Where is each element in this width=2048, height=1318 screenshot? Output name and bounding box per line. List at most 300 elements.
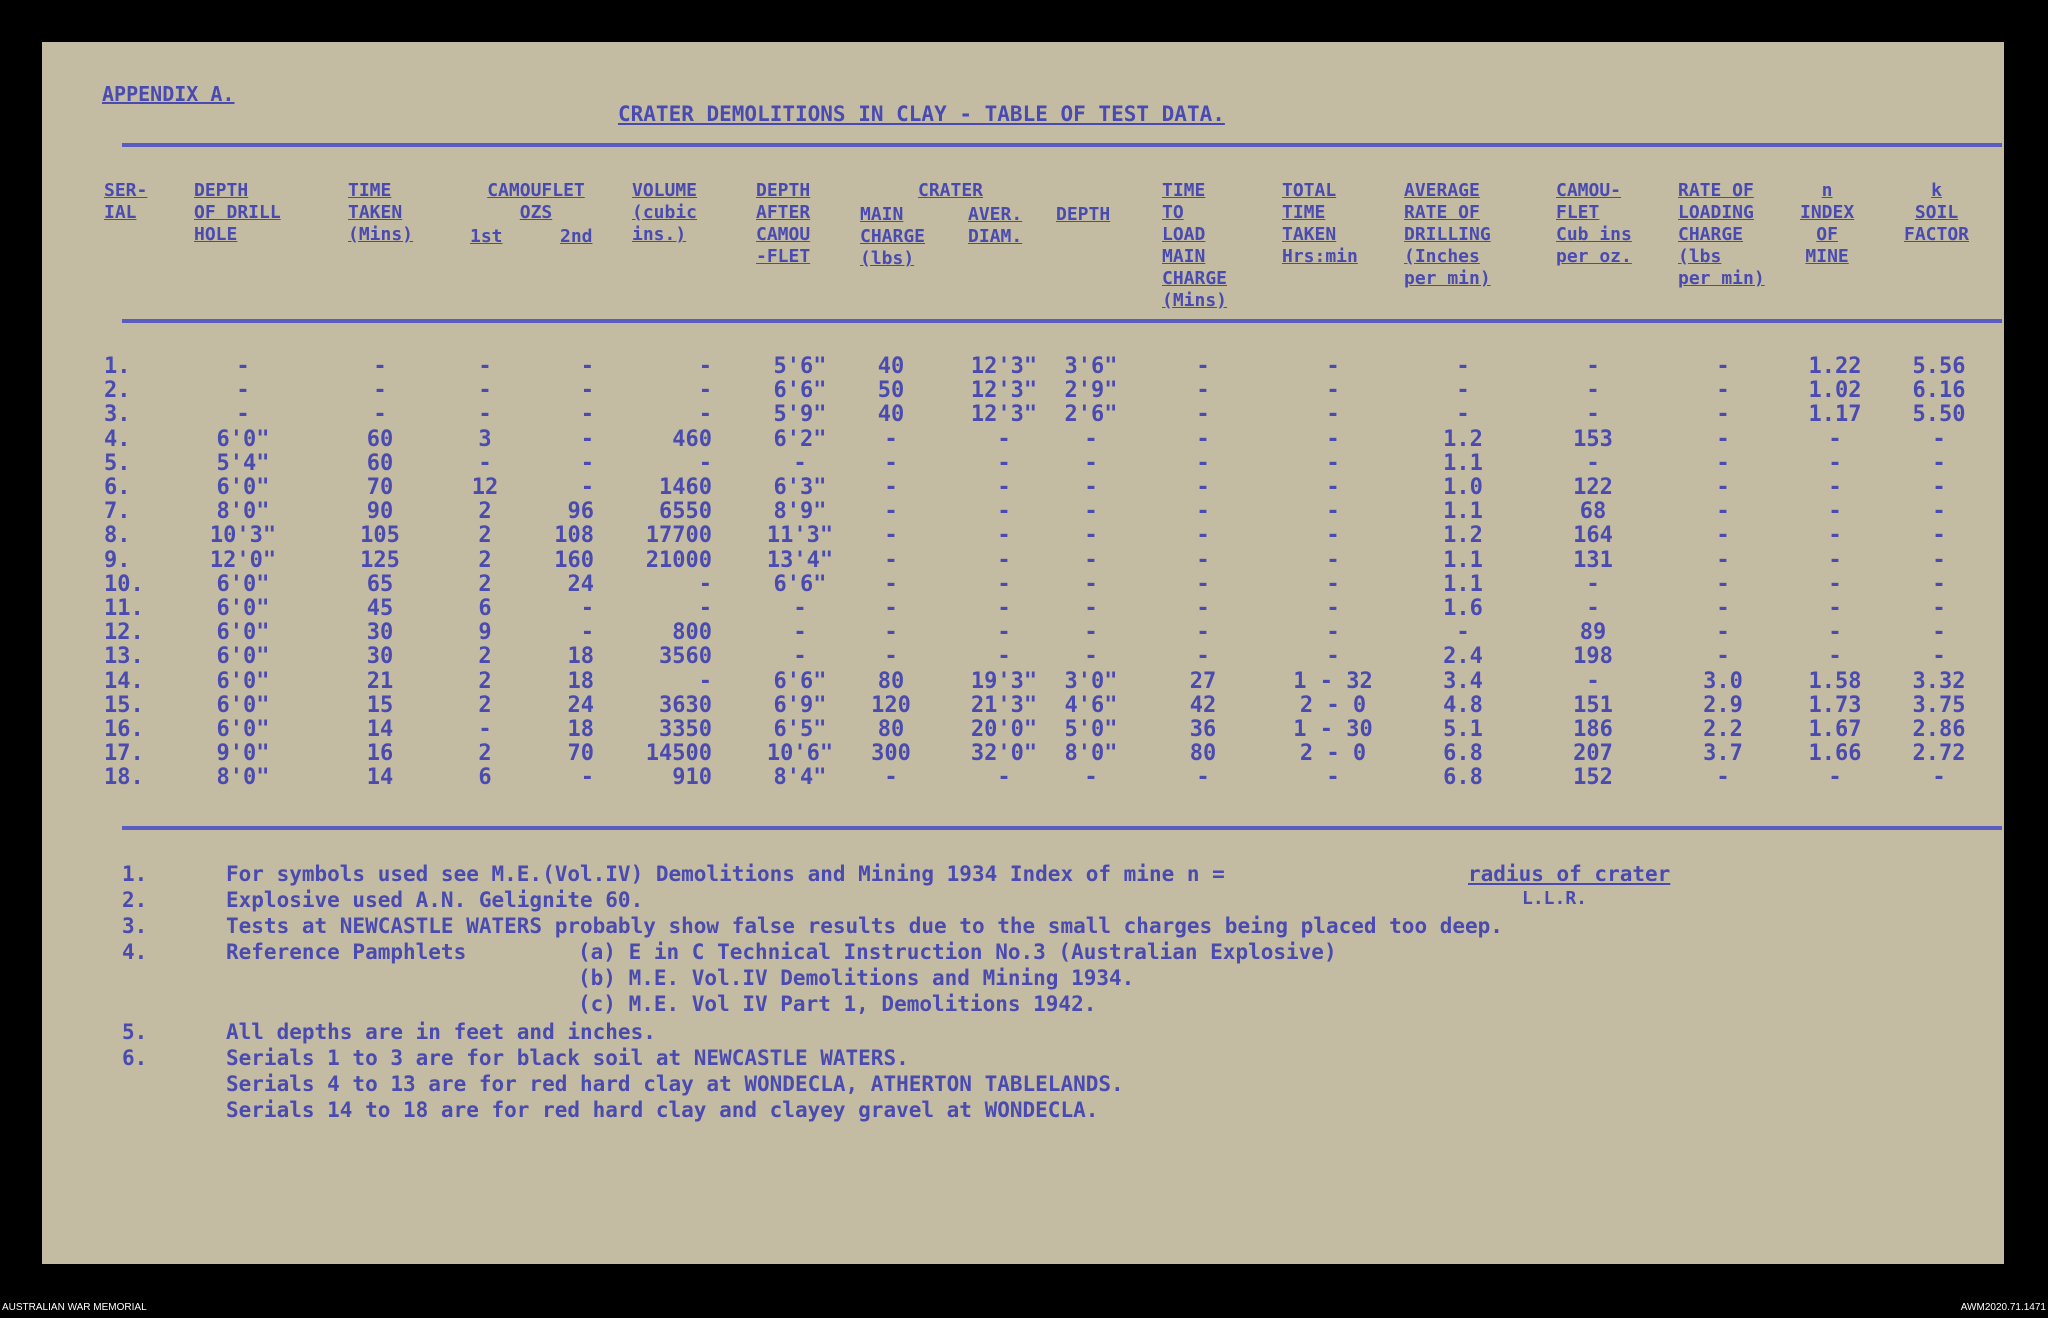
cell-camouflet-1st: 2 bbox=[478, 644, 492, 670]
cell-main-charge: 300 bbox=[871, 741, 911, 767]
cell-serial: 15. bbox=[104, 692, 144, 718]
note-2-text: Explosive used A.N. Gelignite 60. bbox=[226, 888, 644, 912]
cell-time-taken: 45 bbox=[366, 596, 394, 621]
cell-camouflet-cub-ins: 122 bbox=[1573, 475, 1613, 500]
cell-volume: 3560 bbox=[659, 644, 712, 670]
cell-aver-diam: - bbox=[997, 547, 1011, 573]
cell-camouflet-2nd: 18 bbox=[567, 717, 594, 742]
footer-accession-number: AWM2020.71.1471 bbox=[1960, 1302, 2046, 1313]
cell-time-to-load: - bbox=[1196, 547, 1210, 573]
table-row bbox=[0, 451, 2048, 477]
cell-serial: 1. bbox=[104, 354, 131, 379]
cell-depth-after-camouflet: 6'3" bbox=[773, 475, 827, 500]
cell-depth-after-camouflet: - bbox=[793, 644, 807, 670]
table-header-rule bbox=[122, 319, 2002, 323]
cell-time-taken: 65 bbox=[366, 571, 394, 597]
cell-camouflet-1st: 6 bbox=[478, 596, 492, 621]
cell-rate-of-loading: - bbox=[1716, 450, 1730, 476]
cell-depth-after-camouflet: 11'3" bbox=[766, 523, 834, 549]
header-avg-rate: AVERAGE RATE OF DRILLING (Inches per min) bbox=[1404, 180, 1491, 289]
cell-crater-depth: 3'0" bbox=[1064, 668, 1118, 694]
cell-main-charge: - bbox=[884, 499, 898, 525]
cell-soil-factor: 5.56 bbox=[1912, 354, 1966, 379]
cell-camouflet-cub-ins: 89 bbox=[1579, 620, 1607, 646]
note-2-number: 2. bbox=[122, 888, 148, 912]
cell-avg-drill-rate: 6.8 bbox=[1443, 765, 1483, 791]
cell-camouflet-2nd: 96 bbox=[567, 499, 594, 525]
cell-index-of-mine: 1.02 bbox=[1808, 378, 1862, 404]
cell-time-taken: 70 bbox=[366, 475, 394, 500]
cell-index-of-mine: - bbox=[1828, 620, 1842, 646]
table-row bbox=[0, 499, 2048, 525]
cell-total-time: - bbox=[1326, 354, 1340, 379]
cell-index-of-mine: 1.17 bbox=[1808, 402, 1862, 428]
cell-index-of-mine: - bbox=[1828, 765, 1842, 791]
cell-camouflet-2nd: - bbox=[580, 475, 594, 500]
note-5-number: 5. bbox=[122, 1020, 148, 1044]
table-row bbox=[0, 427, 2048, 453]
cell-time-to-load: - bbox=[1196, 765, 1210, 791]
cell-aver-diam: 12'3" bbox=[970, 378, 1038, 404]
cell-main-charge: - bbox=[884, 547, 898, 573]
cell-index-of-mine: 1.67 bbox=[1808, 717, 1862, 742]
cell-time-to-load: - bbox=[1196, 499, 1210, 525]
header-depth-after: DEPTH AFTER CAMOU -FLET bbox=[756, 180, 811, 267]
cell-depth-after-camouflet: 6'6" bbox=[773, 668, 827, 694]
cell-crater-depth: - bbox=[1084, 547, 1098, 573]
cell-time-to-load: - bbox=[1196, 571, 1210, 597]
cell-crater-depth: - bbox=[1084, 571, 1098, 597]
cell-volume: 460 bbox=[672, 426, 712, 452]
cell-aver-diam: 32'0" bbox=[970, 741, 1038, 767]
cell-depth-after-camouflet: 6'6" bbox=[773, 571, 827, 597]
table-row bbox=[0, 378, 2048, 404]
header-soil-factor: k SOIL FACTOR bbox=[1904, 180, 1970, 245]
cell-aver-diam: 12'3" bbox=[970, 354, 1038, 379]
cell-camouflet-2nd: - bbox=[580, 378, 594, 404]
note-6-line-c: Serials 14 to 18 are for red hard clay and clayey gravel at WONDECLA. bbox=[226, 1098, 1099, 1122]
header-total-time: TOTAL TIME TAKEN Hrs:min bbox=[1282, 180, 1358, 267]
cell-depth-drill: 6'0" bbox=[216, 620, 270, 646]
cell-rate-of-loading: 2.9 bbox=[1703, 692, 1743, 718]
cell-total-time: - bbox=[1326, 547, 1340, 573]
cell-depth-after-camouflet: - bbox=[793, 620, 807, 646]
cell-crater-depth: - bbox=[1084, 596, 1098, 621]
cell-soil-factor: 3.75 bbox=[1912, 692, 1966, 718]
cell-main-charge: - bbox=[884, 596, 898, 621]
note-6-number: 6. bbox=[122, 1046, 148, 1070]
note-3-number: 3. bbox=[122, 914, 148, 938]
footer-credit: AUSTRALIAN WAR MEMORIAL bbox=[2, 1302, 147, 1313]
cell-serial: 4. bbox=[104, 426, 131, 452]
cell-aver-diam: - bbox=[997, 475, 1011, 500]
note-4-ref-c: (c) M.E. Vol IV Part 1, Demolitions 1942. bbox=[578, 992, 1097, 1016]
cell-time-taken: - bbox=[373, 354, 387, 379]
cell-depth-drill: 9'0" bbox=[216, 741, 270, 767]
cell-aver-diam: 20'0" bbox=[970, 717, 1038, 742]
cell-time-taken: 16 bbox=[366, 741, 394, 767]
note-4-ref-b: (b) M.E. Vol.IV Demolitions and Mining 1934. bbox=[578, 966, 1135, 990]
cell-volume: 14500 bbox=[645, 741, 712, 767]
cell-aver-diam: - bbox=[997, 571, 1011, 597]
cell-total-time: - bbox=[1326, 499, 1340, 525]
cell-volume: 6550 bbox=[659, 499, 712, 525]
cell-time-taken: 90 bbox=[366, 499, 394, 525]
cell-camouflet-cub-ins: 186 bbox=[1573, 717, 1613, 742]
cell-time-taken: 30 bbox=[366, 644, 394, 670]
header-cam-2nd: 2nd bbox=[560, 226, 593, 247]
cell-depth-after-camouflet: 8'9" bbox=[773, 499, 827, 525]
cell-aver-diam: - bbox=[997, 523, 1011, 549]
cell-depth-drill: - bbox=[236, 354, 250, 379]
cell-volume: 17700 bbox=[645, 523, 712, 549]
cell-depth-after-camouflet: 6'9" bbox=[773, 692, 827, 718]
cell-camouflet-cub-ins: - bbox=[1586, 450, 1600, 476]
cell-soil-factor: 2.86 bbox=[1912, 717, 1966, 742]
cell-depth-after-camouflet: 6'6" bbox=[773, 378, 827, 404]
header-serial: SER- IAL bbox=[104, 180, 148, 223]
cell-avg-drill-rate: 1.2 bbox=[1443, 426, 1483, 452]
cell-camouflet-cub-ins: 68 bbox=[1579, 499, 1607, 525]
cell-camouflet-1st: 12 bbox=[471, 475, 499, 500]
cell-time-to-load: 42 bbox=[1189, 692, 1217, 718]
cell-rate-of-loading: - bbox=[1716, 596, 1730, 621]
cell-time-to-load: - bbox=[1196, 402, 1210, 428]
cell-soil-factor: - bbox=[1932, 644, 1946, 670]
cell-avg-drill-rate: 2.4 bbox=[1443, 644, 1483, 670]
cell-camouflet-cub-ins: 152 bbox=[1573, 765, 1613, 791]
cell-rate-of-loading: - bbox=[1716, 354, 1730, 379]
cell-volume: - bbox=[698, 596, 712, 621]
note-3-text: Tests at NEWCASTLE WATERS probably show false results due to the small charges being placed too deep. bbox=[226, 914, 1503, 938]
cell-depth-drill: 6'0" bbox=[216, 571, 270, 597]
cell-crater-depth: - bbox=[1084, 450, 1098, 476]
cell-index-of-mine: - bbox=[1828, 450, 1842, 476]
cell-depth-drill: 8'0" bbox=[216, 765, 270, 791]
table-row bbox=[0, 572, 2048, 598]
cell-camouflet-2nd: - bbox=[580, 620, 594, 646]
header-crater: CRATER bbox=[918, 180, 984, 201]
cell-rate-of-loading: - bbox=[1716, 644, 1730, 670]
cell-camouflet-2nd: - bbox=[580, 596, 594, 621]
cell-depth-drill: - bbox=[236, 402, 250, 428]
cell-depth-drill: - bbox=[236, 378, 250, 404]
cell-depth-drill: 12'0" bbox=[209, 547, 277, 573]
table-row bbox=[0, 354, 2048, 380]
cell-camouflet-1st: 2 bbox=[478, 668, 492, 694]
cell-aver-diam: - bbox=[997, 499, 1011, 525]
cell-camouflet-cub-ins: 198 bbox=[1573, 644, 1613, 670]
table-row bbox=[0, 741, 2048, 767]
note-4-text: Reference Pamphlets bbox=[226, 940, 467, 964]
cell-depth-drill: 6'0" bbox=[216, 644, 270, 670]
cell-serial: 8. bbox=[104, 523, 131, 549]
cell-avg-drill-rate: - bbox=[1456, 402, 1470, 428]
cell-depth-drill: 6'0" bbox=[216, 717, 270, 742]
cell-aver-diam: - bbox=[997, 596, 1011, 621]
cell-avg-drill-rate: 1.0 bbox=[1443, 475, 1483, 500]
cell-depth-after-camouflet: - bbox=[793, 596, 807, 621]
cell-camouflet-1st: - bbox=[478, 354, 492, 379]
cell-avg-drill-rate: 1.2 bbox=[1443, 523, 1483, 549]
cell-volume: 1460 bbox=[659, 475, 712, 500]
cell-main-charge: 50 bbox=[877, 378, 905, 404]
cell-serial: 14. bbox=[104, 668, 144, 694]
cell-aver-diam: - bbox=[997, 426, 1011, 452]
cell-time-taken: 30 bbox=[366, 620, 394, 646]
table-row bbox=[0, 644, 2048, 670]
cell-main-charge: 120 bbox=[871, 692, 911, 718]
cell-time-taken: 14 bbox=[366, 765, 394, 791]
cell-index-of-mine: - bbox=[1828, 499, 1842, 525]
cell-depth-after-camouflet: 6'2" bbox=[773, 426, 827, 452]
cell-main-charge: - bbox=[884, 644, 898, 670]
header-crater-depth: DEPTH bbox=[1056, 204, 1111, 225]
cell-crater-depth: - bbox=[1084, 620, 1098, 646]
header-depth-drill: DEPTH OF DRILL HOLE bbox=[194, 180, 281, 245]
header-camou-cub: CAMOU- FLET Cub ins per oz. bbox=[1556, 180, 1632, 267]
cell-crater-depth: - bbox=[1084, 523, 1098, 549]
cell-serial: 10. bbox=[104, 571, 144, 597]
cell-time-taken: 21 bbox=[366, 668, 394, 694]
cell-index-of-mine: - bbox=[1828, 547, 1842, 573]
cell-serial: 16. bbox=[104, 717, 144, 742]
table-row bbox=[0, 523, 2048, 549]
table-row bbox=[0, 402, 2048, 428]
cell-depth-drill: 6'0" bbox=[216, 668, 270, 694]
cell-rate-of-loading: - bbox=[1716, 402, 1730, 428]
cell-main-charge: 40 bbox=[877, 354, 905, 379]
cell-serial: 17. bbox=[104, 741, 144, 767]
cell-camouflet-1st: - bbox=[478, 717, 492, 742]
cell-time-to-load: - bbox=[1196, 475, 1210, 500]
cell-camouflet-2nd: - bbox=[580, 450, 594, 476]
cell-crater-depth: - bbox=[1084, 426, 1098, 452]
cell-total-time: - bbox=[1326, 596, 1340, 621]
cell-camouflet-1st: - bbox=[478, 378, 492, 404]
cell-index-of-mine: - bbox=[1828, 571, 1842, 597]
cell-depth-drill: 6'0" bbox=[216, 426, 270, 452]
cell-time-taken: - bbox=[373, 378, 387, 404]
cell-camouflet-1st: 2 bbox=[478, 571, 492, 597]
cell-camouflet-cub-ins: 164 bbox=[1573, 523, 1613, 549]
cell-depth-after-camouflet: 5'6" bbox=[773, 354, 827, 379]
cell-depth-after-camouflet: 10'6" bbox=[766, 741, 834, 767]
cell-main-charge: - bbox=[884, 620, 898, 646]
document-title: CRATER DEMOLITIONS IN CLAY - TABLE OF TEST DATA. bbox=[618, 102, 1225, 126]
cell-soil-factor: - bbox=[1932, 620, 1946, 646]
header-volume: VOLUME (cubic ins.) bbox=[632, 180, 698, 245]
cell-total-time: - bbox=[1326, 571, 1340, 597]
cell-camouflet-1st: 2 bbox=[478, 523, 492, 549]
cell-camouflet-cub-ins: 151 bbox=[1573, 692, 1613, 718]
cell-total-time: - bbox=[1326, 426, 1340, 452]
cell-depth-drill: 8'0" bbox=[216, 499, 270, 525]
cell-serial: 11. bbox=[104, 596, 144, 621]
cell-time-to-load: - bbox=[1196, 523, 1210, 549]
table-row bbox=[0, 475, 2048, 501]
cell-camouflet-2nd: 70 bbox=[567, 741, 594, 767]
cell-rate-of-loading: - bbox=[1716, 765, 1730, 791]
cell-total-time: - bbox=[1326, 450, 1340, 476]
cell-time-to-load: 36 bbox=[1189, 717, 1217, 742]
cell-camouflet-2nd: - bbox=[580, 765, 594, 791]
cell-main-charge: - bbox=[884, 523, 898, 549]
table-row bbox=[0, 548, 2048, 574]
cell-camouflet-1st: - bbox=[478, 402, 492, 428]
cell-total-time: 2 - 0 bbox=[1299, 741, 1367, 767]
cell-volume: - bbox=[698, 378, 712, 404]
cell-serial: 6. bbox=[104, 475, 131, 500]
cell-avg-drill-rate: 1.1 bbox=[1443, 571, 1483, 597]
cell-total-time: 1 - 32 bbox=[1293, 668, 1373, 694]
cell-crater-depth: - bbox=[1084, 765, 1098, 791]
cell-camouflet-cub-ins: 207 bbox=[1573, 741, 1613, 767]
cell-rate-of-loading: 2.2 bbox=[1703, 717, 1743, 742]
cell-depth-after-camouflet: 8'4" bbox=[773, 765, 827, 791]
cell-time-to-load: - bbox=[1196, 450, 1210, 476]
cell-time-to-load: 80 bbox=[1189, 741, 1217, 767]
cell-camouflet-2nd: 18 bbox=[567, 644, 594, 670]
cell-time-to-load: - bbox=[1196, 644, 1210, 670]
cell-crater-depth: - bbox=[1084, 475, 1098, 500]
cell-rate-of-loading: 3.0 bbox=[1703, 668, 1743, 694]
cell-rate-of-loading: 3.7 bbox=[1703, 741, 1743, 767]
table-top-rule bbox=[122, 143, 2002, 147]
cell-aver-diam: - bbox=[997, 620, 1011, 646]
cell-camouflet-2nd: - bbox=[580, 402, 594, 428]
cell-volume: 910 bbox=[672, 765, 712, 791]
cell-time-to-load: 27 bbox=[1189, 668, 1217, 694]
cell-depth-drill: 6'0" bbox=[216, 596, 270, 621]
cell-soil-factor: - bbox=[1932, 450, 1946, 476]
cell-camouflet-1st: 3 bbox=[478, 426, 492, 452]
cell-aver-diam: 12'3" bbox=[970, 402, 1038, 428]
cell-crater-depth: 3'6" bbox=[1064, 354, 1118, 379]
cell-time-to-load: - bbox=[1196, 378, 1210, 404]
cell-camouflet-cub-ins: 131 bbox=[1573, 547, 1613, 573]
cell-main-charge: - bbox=[884, 571, 898, 597]
header-time-load: TIME TO LOAD MAIN CHARGE (Mins) bbox=[1162, 180, 1228, 311]
cell-index-of-mine: - bbox=[1828, 475, 1842, 500]
cell-time-taken: 14 bbox=[366, 717, 394, 742]
header-rate-loading: RATE OF LOADING CHARGE (lbs per min) bbox=[1678, 180, 1765, 289]
cell-volume: 21000 bbox=[645, 547, 712, 573]
cell-camouflet-cub-ins: 153 bbox=[1573, 426, 1613, 452]
cell-serial: 7. bbox=[104, 499, 131, 525]
cell-time-taken: 60 bbox=[366, 426, 394, 452]
cell-depth-drill: 6'0" bbox=[216, 692, 270, 718]
note-1-number: 1. bbox=[122, 862, 148, 886]
cell-index-of-mine: 1.58 bbox=[1808, 668, 1862, 694]
cell-camouflet-cub-ins: - bbox=[1586, 354, 1600, 379]
cell-avg-drill-rate: 1.1 bbox=[1443, 499, 1483, 525]
note-6-text: Serials 1 to 3 are for black soil at NEWCASTLE WATERS. bbox=[226, 1046, 909, 1070]
cell-aver-diam: 19'3" bbox=[970, 668, 1038, 694]
cell-total-time: - bbox=[1326, 765, 1340, 791]
cell-total-time: 1 - 30 bbox=[1293, 717, 1373, 742]
cell-camouflet-cub-ins: - bbox=[1586, 596, 1600, 621]
cell-crater-depth: 4'6" bbox=[1064, 692, 1118, 718]
cell-serial: 9. bbox=[104, 547, 131, 573]
cell-avg-drill-rate: 6.8 bbox=[1443, 741, 1483, 767]
cell-time-taken: 125 bbox=[360, 547, 400, 573]
cell-volume: - bbox=[698, 402, 712, 428]
cell-index-of-mine: - bbox=[1828, 596, 1842, 621]
cell-time-taken: 15 bbox=[366, 692, 394, 718]
cell-total-time: - bbox=[1326, 523, 1340, 549]
cell-soil-factor: - bbox=[1932, 499, 1946, 525]
cell-camouflet-1st: 9 bbox=[478, 620, 492, 646]
cell-avg-drill-rate: - bbox=[1456, 354, 1470, 379]
cell-crater-depth: 8'0" bbox=[1064, 741, 1118, 767]
table-row bbox=[0, 693, 2048, 719]
note-4-number: 4. bbox=[122, 940, 148, 964]
cell-avg-drill-rate: 4.8 bbox=[1443, 692, 1483, 718]
cell-main-charge: 80 bbox=[877, 717, 905, 742]
header-camouflet-ozs: CAMOUFLET OZS bbox=[487, 180, 585, 223]
table-bottom-rule bbox=[122, 826, 2002, 830]
header-index-of-mine: n INDEX OF MINE bbox=[1800, 180, 1855, 267]
cell-camouflet-1st: 2 bbox=[478, 499, 492, 525]
cell-volume: 3350 bbox=[659, 717, 712, 742]
cell-index-of-mine: 1.73 bbox=[1808, 692, 1862, 718]
cell-camouflet-2nd: - bbox=[580, 354, 594, 379]
header-aver-diam: AVER. DIAM. bbox=[968, 204, 1023, 247]
cell-crater-depth: - bbox=[1084, 499, 1098, 525]
cell-time-to-load: - bbox=[1196, 596, 1210, 621]
cell-avg-drill-rate: - bbox=[1456, 620, 1470, 646]
cell-soil-factor: - bbox=[1932, 571, 1946, 597]
cell-total-time: - bbox=[1326, 402, 1340, 428]
cell-index-of-mine: - bbox=[1828, 644, 1842, 670]
cell-index-of-mine: 1.66 bbox=[1808, 741, 1862, 767]
cell-serial: 12. bbox=[104, 620, 144, 646]
cell-serial: 3. bbox=[104, 402, 131, 428]
cell-rate-of-loading: - bbox=[1716, 475, 1730, 500]
cell-camouflet-cub-ins: - bbox=[1586, 668, 1600, 694]
cell-time-taken: - bbox=[373, 402, 387, 428]
cell-crater-depth: 2'6" bbox=[1064, 402, 1118, 428]
cell-volume: 800 bbox=[672, 620, 712, 646]
cell-soil-factor: - bbox=[1932, 547, 1946, 573]
cell-aver-diam: - bbox=[997, 644, 1011, 670]
cell-avg-drill-rate: 5.1 bbox=[1443, 717, 1483, 742]
cell-serial: 5. bbox=[104, 450, 131, 476]
note-1-fraction-top: radius of crater bbox=[1468, 862, 1671, 886]
cell-camouflet-1st: - bbox=[478, 450, 492, 476]
cell-main-charge: - bbox=[884, 765, 898, 791]
cell-avg-drill-rate: 1.6 bbox=[1443, 596, 1483, 621]
cell-camouflet-2nd: 24 bbox=[567, 571, 594, 597]
note-6-line-b: Serials 4 to 13 are for red hard clay at WONDECLA, ATHERTON TABLELANDS. bbox=[226, 1072, 1124, 1096]
cell-soil-factor: - bbox=[1932, 426, 1946, 452]
cell-main-charge: 40 bbox=[877, 402, 905, 428]
cell-rate-of-loading: - bbox=[1716, 523, 1730, 549]
cell-main-charge: - bbox=[884, 475, 898, 500]
cell-depth-after-camouflet: 13'4" bbox=[766, 547, 834, 573]
cell-soil-factor: 6.16 bbox=[1912, 378, 1966, 404]
table-row bbox=[0, 620, 2048, 646]
note-4-ref-a: (a) E in C Technical Instruction No.3 (Australian Explosive) bbox=[578, 940, 1337, 964]
table-row bbox=[0, 596, 2048, 622]
note-1-text: For symbols used see M.E.(Vol.IV) Demolitions and Mining 1934 Index of mine n = bbox=[226, 862, 1225, 886]
cell-main-charge: 80 bbox=[877, 668, 905, 694]
cell-rate-of-loading: - bbox=[1716, 499, 1730, 525]
cell-main-charge: - bbox=[884, 450, 898, 476]
cell-avg-drill-rate: - bbox=[1456, 378, 1470, 404]
cell-camouflet-1st: 2 bbox=[478, 741, 492, 767]
